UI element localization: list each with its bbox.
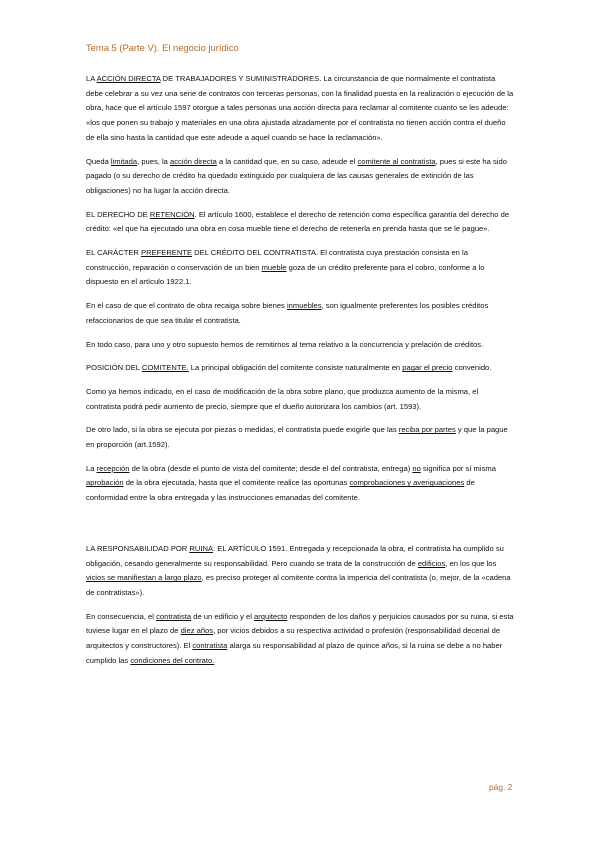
underlined-text: comprobaciones y averiguaciones (349, 478, 465, 488)
paragraph (86, 299, 514, 328)
text-run: alarga su responsabilidad al plazo de quince años, si la ruina se debe a no haber cumplido las (86, 641, 503, 665)
text-run: de la obra ejecutada, hasta que el comitente realice las oportunas (123, 478, 350, 488)
underlined-text: COMITENTE. (141, 363, 189, 373)
text-run: de la obra (desde el punto de vista del comitente; desde el del contratista, entrega) (129, 463, 413, 473)
underlined-text: aprobación (86, 478, 124, 488)
underlined-text: condiciones del contrato. (130, 655, 215, 665)
underlined-text: edificios (417, 558, 446, 568)
text-run: , es preciso proteger al comitente contra la impericia del contratista (o, mejor, de la «cadena de contratistas»). (86, 573, 511, 597)
paragraph (86, 338, 514, 353)
text-run: de un edificio y el (191, 611, 255, 621)
underlined-text: RUINA (189, 543, 214, 553)
paragraph (86, 423, 514, 452)
underlined-text: RETENCIÓN (149, 209, 195, 219)
text-run: En todo caso, para uno y otro supuesto hemos de remitirnos al tema relativo a la concurrencia y prelación de créditos. (86, 339, 484, 349)
paragraph (86, 72, 514, 146)
text-run: de conformidad entre la obra entregada y las instrucciones emanadas del comitente. (86, 478, 475, 503)
paragraph (86, 208, 514, 237)
text-run: EL DERECHO DE (86, 209, 150, 219)
text-run: , pues si este ha sido pagado (o su derecho de crédito ha quedado extinguido por cualquiera de las causas generales de extinción de las obligaciones) no ha lugar la acción directa. (86, 156, 507, 195)
underlined-text: PREFERENTE (141, 248, 193, 258)
text-run: : EL ARTÍCULO 1591. Entregada y recepcionada la obra, el contratista ha cumplido su obligación, cesando generalmente su responsabilidad. Pero cuando se trata de la construcción de (86, 543, 504, 568)
underlined-text: pagar el precio (402, 363, 453, 373)
text-run: convenido. (452, 363, 492, 373)
text-run: DEL CRÉDITO DEL CONTRATISTA. El contratista cuya prestación consista en la construcción, reparación o conservación de un bien (86, 248, 468, 272)
text-run: La principal obligación del comitente consiste naturalmente en (188, 363, 403, 373)
text-run: , por vicios debidos a su respectiva actividad o profesión (responsabilidad decenal de arquitectos y constructores). El (86, 626, 501, 651)
text-run: a la cantidad que, en su caso, adeude el (216, 156, 358, 166)
text-run: DE TRABAJADORES Y SUMINISTRADORES. La circunstancia de que normalmente el contratista debe celebrar a su vez una serie de contratos con terceras personas, con la finalidad puesta en la realización o ejecución de la obra, hace que el artículo 1597 otorgue a tales personas una acción directa para reclamar al comitente cuanto se les adeude: «los que ponen su trabajo y materiales en una obra ajustada alzadamente por el contratista no tienen acción contra el dueño de ella sino hasta la cantidad que este adeude a aquel cuando se hace la reclamación». (86, 74, 514, 142)
text-run: En el caso de que el contrato de obra recaiga sobre bienes (86, 301, 287, 311)
paragraph (86, 385, 514, 414)
underlined-text: recepción (96, 463, 130, 473)
page-number: pág. 2 (489, 782, 513, 792)
underlined-text: comitente al contratista (357, 156, 436, 166)
underlined-text: mueble (261, 262, 287, 272)
underlined-text: contratista (192, 641, 228, 651)
underlined-text: arquitecto (254, 611, 288, 621)
paragraph (86, 610, 514, 669)
underlined-text: vicios se manifiestan a largo plazo (86, 573, 202, 583)
text-run: responden de los daños y perjuicios causados por su ruina, si esta tuviese lugar en el plazo de (86, 611, 514, 636)
text-run: . El artículo 1600, establece el derecho de retención como específica garantía del derecho de crédito: «el que ha ejecutado una obra en cosa mueble tiene el derecho de retenerla en prenda hasta que se le pague». (86, 209, 510, 234)
text-run: LA (86, 74, 97, 83)
text-run: En consecuencia, el (86, 611, 157, 621)
text-run: EL CARÁCTER (86, 248, 141, 258)
document-body (86, 72, 514, 678)
paragraph (86, 246, 514, 290)
paragraph (86, 462, 514, 506)
underlined-text: diez años (180, 626, 214, 636)
text-run: Como ya hemos indicado, en el caso de modificación de la obra sobre plano, que produzca aumento de la misma, el contratista podrá pedir aumento de precio, siempre que el dueño autorizara los cambios (art. 1593). (86, 386, 479, 411)
text-run: De otro lado, si la obra se ejecuta por piezas o medidas, el contratista puede exigirle que las (86, 425, 399, 435)
text-run: POSICIÓN DEL (86, 363, 142, 373)
text-run: y que la pague en proporción (art.1592). (86, 425, 508, 450)
paragraph (86, 361, 514, 376)
underlined-text: reciba por partes (398, 425, 456, 435)
underlined-text: contratista (156, 611, 192, 621)
text-run: , en los que los (445, 558, 497, 568)
underlined-text: ACCIÓN DIRECTA (96, 74, 161, 83)
text-run: goza de un crédito preferente para el cobro, conforme a lo dispuesto en el artículo 1922.1. (86, 262, 485, 287)
paragraph (86, 155, 514, 199)
text-run: , son igualmente preferentes los posibles créditos refaccionarios de que sea titular el contratista. (86, 301, 489, 325)
page-header-title: Tema 5 (Parte V). El negocio jurídico (86, 42, 239, 53)
text-run: significa por sí misma (420, 463, 496, 473)
underlined-text: no (412, 463, 421, 473)
underlined-text: acción directa (170, 156, 217, 166)
text-run: LA RESPONSABILIDAD POR (86, 543, 190, 553)
text-run: Queda (86, 156, 111, 166)
text-run: La (86, 463, 97, 473)
paragraph (86, 542, 514, 601)
underlined-text: limitada (110, 156, 138, 166)
text-run: , pues, la (137, 156, 171, 166)
underlined-text: inmuebles (286, 301, 322, 311)
